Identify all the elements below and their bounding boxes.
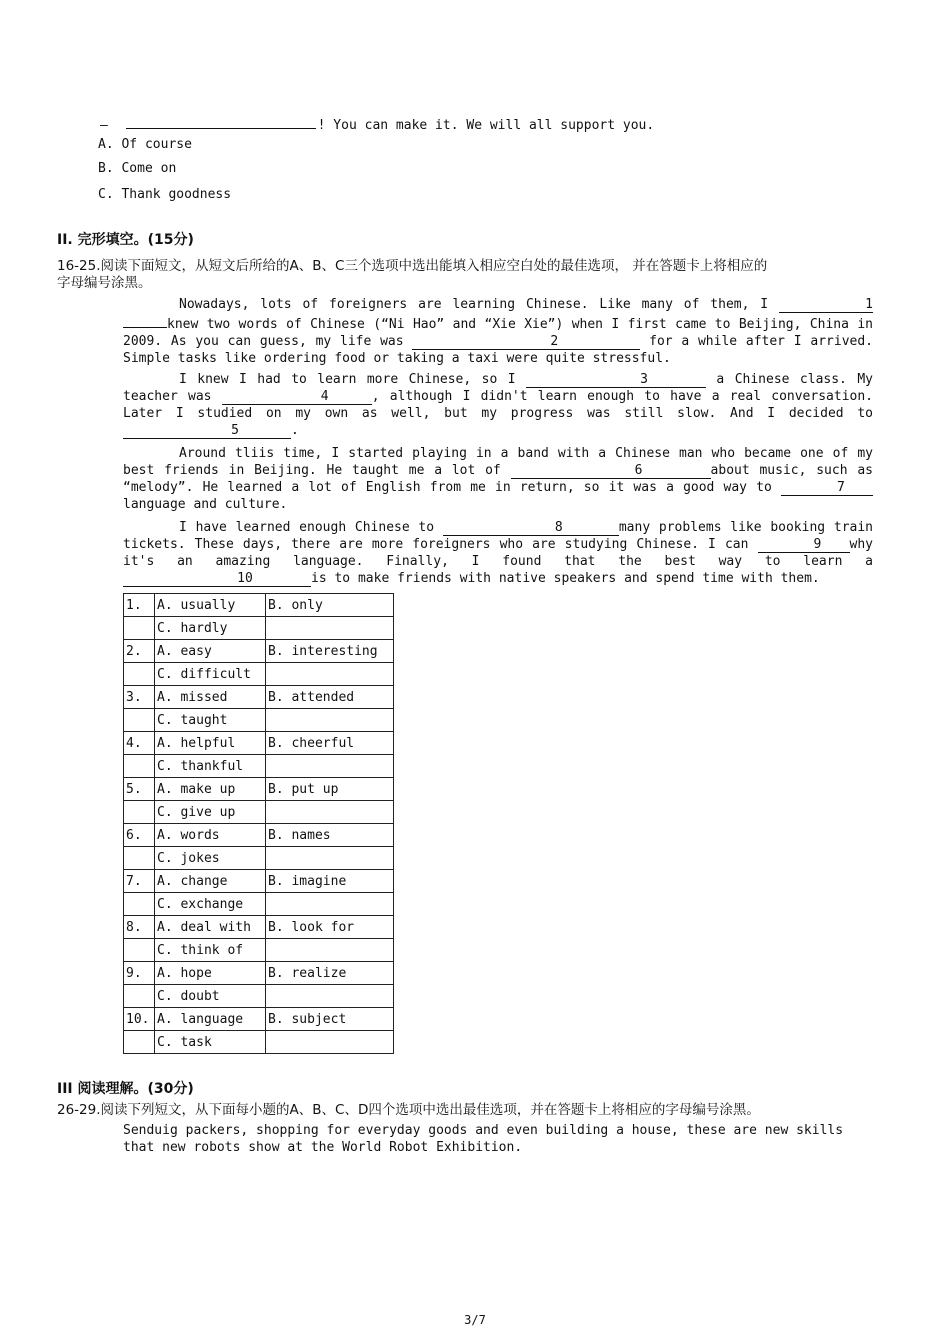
p1-text-c: for a while after I arrived. Simple tasks like ordering food or taking a taxi were quite stressful. xyxy=(123,334,873,366)
option-a-cell: A. usually xyxy=(155,594,266,617)
option-b-cell: B. only xyxy=(266,594,394,617)
options-table xyxy=(123,593,394,1054)
option-a-cell: A. hope xyxy=(155,962,266,985)
blank-1-cont xyxy=(123,313,167,328)
p4-text-c: why it's an amazing language. Finally, I found that the best way to learn a xyxy=(123,537,873,569)
option-number: 9. xyxy=(124,962,155,985)
option-number: 10. xyxy=(124,1008,155,1031)
option-c-cell: C. taught xyxy=(155,709,266,732)
option-c-cell: C. doubt xyxy=(155,985,266,1008)
options-row xyxy=(124,824,394,847)
p1-text-b: knew two words of Chinese (“Ni Hao” and “Xie Xie”) when I first came to Beijing, China in 2009. As you can guess, my life was xyxy=(123,317,873,349)
option-number: 2. xyxy=(124,640,155,663)
option-b-cell: B. imagine xyxy=(266,870,394,893)
option-b-cell: B. names xyxy=(266,824,394,847)
blank-9[interactable] xyxy=(758,538,850,553)
blank-8[interactable] xyxy=(443,521,619,536)
blank-9-number: 9 xyxy=(813,537,822,552)
answer-blank[interactable] xyxy=(126,114,316,129)
blank-6-number: 6 xyxy=(634,463,643,478)
options-row xyxy=(124,962,394,985)
option-empty-cell xyxy=(266,939,394,962)
section3-heading: III 阅读理解。(30分) xyxy=(57,1081,194,1097)
blank-2[interactable] xyxy=(412,335,640,350)
blank-2-number: 2 xyxy=(550,334,559,349)
p3-text-c: language and culture. xyxy=(123,497,288,512)
option-empty-cell xyxy=(266,663,394,686)
blank-8-number: 8 xyxy=(554,520,563,535)
option-number-empty xyxy=(124,847,155,870)
options-row xyxy=(124,893,394,916)
options-row xyxy=(124,686,394,709)
option-number-empty xyxy=(124,1031,155,1054)
option-c: C. Thank goodness xyxy=(98,187,232,202)
blank-3[interactable] xyxy=(526,373,706,388)
options-row xyxy=(124,1031,394,1054)
options-row xyxy=(124,778,394,801)
options-row xyxy=(124,732,394,755)
option-number: 4. xyxy=(124,732,155,755)
option-a: A. Of course xyxy=(98,137,192,152)
section2-heading: II. 完形填空。(15分) xyxy=(57,232,194,248)
option-number: 8. xyxy=(124,916,155,939)
p1-text-a: Nowadays, lots of foreigners are learning Chinese. Like many of them, I xyxy=(179,297,779,312)
options-row xyxy=(124,916,394,939)
dash: — xyxy=(100,118,108,133)
p4-text-d: is to make friends with native speakers and spend time with them. xyxy=(311,571,820,586)
options-row xyxy=(124,663,394,686)
p2-text-c: , although I didn't learn enough to have a real conversation. Later I studied on my own as well, but my progress was still slow. And I decided to xyxy=(123,389,873,421)
option-number-empty xyxy=(124,663,155,686)
options-row xyxy=(124,617,394,640)
option-number-empty xyxy=(124,755,155,778)
blank-5[interactable] xyxy=(123,424,291,439)
option-number: 5. xyxy=(124,778,155,801)
option-number: 3. xyxy=(124,686,155,709)
option-b-cell: B. look for xyxy=(266,916,394,939)
options-row xyxy=(124,640,394,663)
p2-text-a: I knew I had to learn more Chinese, so I xyxy=(179,372,526,387)
blank-7-number: 7 xyxy=(837,480,845,495)
option-empty-cell xyxy=(266,985,394,1008)
option-empty-cell xyxy=(266,617,394,640)
options-row xyxy=(124,985,394,1008)
option-c-cell: C. jokes xyxy=(155,847,266,870)
option-number-empty xyxy=(124,709,155,732)
option-c-cell: C. give up xyxy=(155,801,266,824)
option-number-empty xyxy=(124,939,155,962)
cloze-paragraph-4 xyxy=(123,519,873,587)
option-empty-cell xyxy=(266,755,394,778)
option-empty-cell xyxy=(266,801,394,824)
option-b-cell: B. realize xyxy=(266,962,394,985)
cloze-paragraph-3 xyxy=(123,445,873,513)
options-row xyxy=(124,801,394,824)
option-empty-cell xyxy=(266,1031,394,1054)
p3-text-b: about music, such as “melody”. He learned a lot of English from me in return, so it was a good way to xyxy=(123,463,873,495)
option-c-cell: C. task xyxy=(155,1031,266,1054)
p3-text-a: Around tliis time, I started playing in a band with a Chinese man who became one of my best friends in Beijing. He taught me a lot of xyxy=(123,446,873,478)
option-number: 6. xyxy=(124,824,155,847)
option-a-cell: A. easy xyxy=(155,640,266,663)
section3-instruction: 26-29.阅读下列短文，从下面每小题的A、B、C、D四个选项中选出最佳选项，并在答题卡上将相应的字母编号涂黑。 xyxy=(57,1102,760,1118)
option-number-empty xyxy=(124,617,155,640)
option-number: 1. xyxy=(124,594,155,617)
p2-text-d: . xyxy=(291,423,299,438)
reading-passage: Senduig packers, shopping for everyday goods and even building a house, these are new skills that new robots show at the World Robot Exhibition. xyxy=(123,1123,844,1155)
option-b-cell: B. attended xyxy=(266,686,394,709)
options-row xyxy=(124,847,394,870)
options-row xyxy=(124,709,394,732)
option-c-cell: C. exchange xyxy=(155,893,266,916)
blank-6[interactable] xyxy=(511,464,711,479)
cloze-paragraph-1 xyxy=(123,296,873,367)
cloze-paragraph-2 xyxy=(123,371,873,439)
options-row xyxy=(124,870,394,893)
option-empty-cell xyxy=(266,893,394,916)
option-b-cell: B. subject xyxy=(266,1008,394,1031)
option-b-cell: B. put up xyxy=(266,778,394,801)
option-a-cell: A. change xyxy=(155,870,266,893)
option-number-empty xyxy=(124,985,155,1008)
option-a-cell: A. words xyxy=(155,824,266,847)
options-row xyxy=(124,755,394,778)
page-number: 3/7 xyxy=(464,1313,486,1327)
option-empty-cell xyxy=(266,847,394,870)
option-c-cell: C. thankful xyxy=(155,755,266,778)
p2-text-b: a Chinese class. My teacher was xyxy=(123,372,873,404)
option-b-cell: B. interesting xyxy=(266,640,394,663)
blank-4-number: 4 xyxy=(320,389,329,404)
blank-5-number: 5 xyxy=(231,423,239,438)
blank-7[interactable] xyxy=(781,481,873,496)
section2-instruction-1: 16-25.阅读下面短文，从短文后所给的A、B、C三个选项中选出能填入相应空白处的最佳选项， 并在答题卡上将相应的 xyxy=(57,258,768,274)
question-text: ! You can make it. We will all support you. xyxy=(317,118,655,133)
option-empty-cell xyxy=(266,709,394,732)
blank-3-number: 3 xyxy=(640,372,648,387)
options-row xyxy=(124,1008,394,1031)
option-a-cell: A. helpful xyxy=(155,732,266,755)
options-row xyxy=(124,939,394,962)
blank-1[interactable] xyxy=(779,298,873,313)
option-b-cell: B. cheerful xyxy=(266,732,394,755)
option-a-cell: A. deal with xyxy=(155,916,266,939)
option-b: B. Come on xyxy=(98,161,177,176)
p4-text-a: I have learned enough Chinese to xyxy=(179,520,443,535)
options-row xyxy=(124,594,394,617)
option-number: 7. xyxy=(124,870,155,893)
option-number-empty xyxy=(124,893,155,916)
option-number-empty xyxy=(124,801,155,824)
option-c-cell: C. think of xyxy=(155,939,266,962)
section2-instruction-2: 字母编号涂黑。 xyxy=(57,275,152,291)
option-c-cell: C. difficult xyxy=(155,663,266,686)
option-a-cell: A. missed xyxy=(155,686,266,709)
option-a-cell: A. make up xyxy=(155,778,266,801)
blank-10-number: 10 xyxy=(237,571,253,586)
top-question-line xyxy=(100,114,654,133)
blank-4[interactable] xyxy=(222,390,372,405)
option-c-cell: C. hardly xyxy=(155,617,266,640)
option-a-cell: A. language xyxy=(155,1008,266,1031)
p4-text-b: many problems like booking train tickets. These days, there are more foreigners who are studying Chinese. I can xyxy=(123,520,874,552)
blank-10[interactable] xyxy=(123,572,311,587)
blank-1-number: 1 xyxy=(865,297,873,312)
